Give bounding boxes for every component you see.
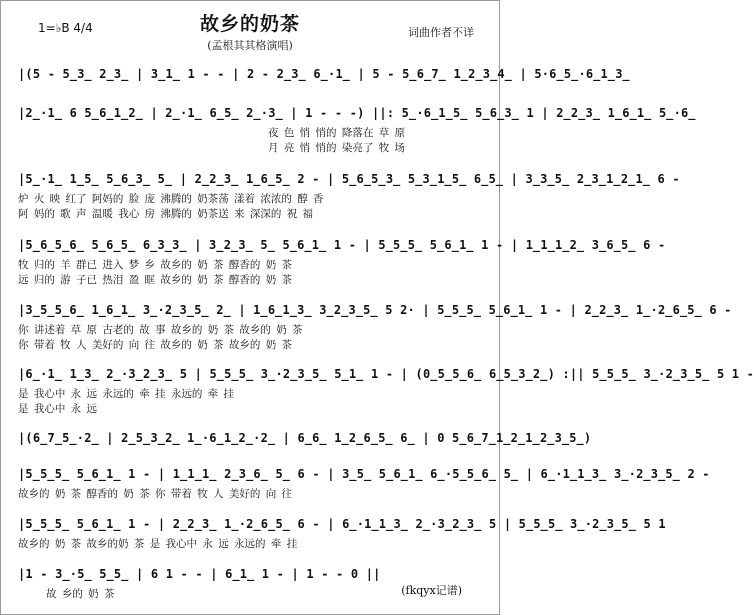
lyric-line: 故乡的 奶 茶 故乡的奶 茶 是 我心中 永 远 永远的 牵 挂 (18, 538, 298, 550)
notation-line: |5̲6̲5̲6̲ 5̲6̲5̲ 6̲3̲3̲ | 3̲2̲3̲ 5̲ 5̲6̲1̲ 1 - | 5̲5̲5̲ 5̲6̲1̲ 1 - | 1̲1̲1̲2̲ 3̲6̲5̲ 6 - (18, 238, 666, 252)
score-row-6 (18, 366, 754, 417)
key-signature: 1=♭B 4/4 (38, 21, 93, 35)
score-row-2 (18, 105, 696, 156)
notation-line: |5̲5̲5̲ 5̲6̲1̲ 1 - | 2̲2̲3̲ 1̲·2̲6̲5̲ 6 - | 6̲·1̲1̲3̲ 2̲·3̲2̲3̲ 5 | 5̲5̲5̲ 3̲·2̲3̲5̲ 5 1 (18, 517, 666, 531)
lyric-verse-1: 牧 归的 羊 群已 进入 梦 乡 故乡的 奶 茶 醇香的 奶 茶 (18, 259, 293, 271)
lyric-verse-2: 是 我心中 永 远 (18, 403, 98, 415)
score-row-5 (18, 302, 732, 353)
notation-line: |5̲·1̲ 1̲5̲ 5̲6̲3̲ 5̲ | 2̲2̲3̲ 1̲6̲5̲ 2 - | 5̲6̲5̲3̲ 5̲3̲1̲5̲ 6̲5̲ | 3̲3̲5̲ 2̲3̲1̲2̲1̲ 6 - (18, 172, 680, 186)
lyric-line: 故乡的 奶 茶 醇香的 奶 茶 你 带着 牧 人 美好的 向 往 (18, 488, 293, 500)
lyric-verse-2: 你 带着 牧 人 美好的 向 往 故乡的 奶 茶 故乡的 奶 茶 (18, 339, 293, 351)
lyric-verse-2: 月 亮 悄 悄的 染亮了 牧 场 (268, 142, 406, 154)
score-row-3 (18, 171, 680, 222)
transcriber-credit: (fkqyx记谱) (401, 584, 462, 597)
lyric-verse-1: 夜 色 悄 悄的 降落在 草 原 (268, 127, 406, 139)
lyric-verse-1: 你 讲述着 草 原 古老的 故 事 故乡的 奶 茶 故乡的 奶 茶 (18, 324, 303, 336)
notation-line: |(5 - 5̲3̲ 2̲3̲ | 3̲1̲ 1 - - | 2 - 2̲3̲ 6̲·1̲ | 5 - 5̲6̲7̲ 1̲2̲3̲4̲ | 5·6̲5̲·6̲1̲3̲ (18, 67, 630, 81)
notation-line: |5̲5̲5̲ 5̲6̲1̲ 1 - | 1̲1̲1̲ 2̲3̲6̲ 5̲ 6 - | 3̲5̲ 5̲6̲1̲ 6̲·5̲5̲6̲ 5̲ | 6̲·1̲1̲3̲ 3̲·2̲3̲5̲ 2 - (18, 467, 710, 481)
notation-line: |6̲·1̲ 1̲3̲ 2̲·3̲2̲3̲ 5 | 5̲5̲5̲ 3̲·2̲3̲5̲ 5̲1̲ 1 - | (0̲5̲5̲6̲ 6̲5̲3̲2̲) :|| 5̲5̲5̲ 3̲·2̲3̲5̲ 5 1 - (18, 367, 754, 381)
song-title: 故乡的奶茶 (199, 13, 300, 35)
notation-line: |(6̲7̲5̲·2̲ | 2̲5̲3̲2̲ 1̲·6̲1̲2̲·2̲ | 6̲6̲ 1̲2̲6̲5̲ 6̲ | 0 5̲6̲7̲1̲2̲1̲2̲3̲5̲) (18, 431, 592, 445)
score-row-1 (18, 66, 630, 82)
lyric-verse-2: 远 归的 游 子已 热泪 盈 眶 故乡的 奶 茶 醇香的 奶 茶 (18, 274, 293, 286)
lyric-verse-2: 阿 妈的 歌 声 温暖 我心 房 沸腾的 奶茶送 来 深深的 祝 福 (18, 208, 314, 220)
notation-line: |3̲5̲5̲6̲ 1̲6̲1̲ 3̲·2̲3̲5̲ 2̲ | 1̲6̲1̲3̲ 3̲2̲3̲5̲ 5 2· | 5̲5̲5̲ 5̲6̲1̲ 1 - | 2̲2̲3̲ 1̲·2̲6̲5̲ 6 - (18, 303, 732, 317)
author-credit: 词曲作者不详 (408, 26, 474, 39)
notation-line: |1 - 3̲·5̲ 5̲5̲ | 6 1 - - | 6̲1̲ 1 - | 1 - - 0 || (18, 567, 381, 581)
score-row-4 (18, 237, 666, 288)
score-row-7-interlude (18, 430, 592, 446)
lyric-verse-1: 是 我心中 永 远 永远的 牵 挂 永远的 牵 挂 (18, 388, 235, 400)
score-row-8 (18, 466, 710, 502)
performer-note: (孟根其其格演唱) (207, 39, 293, 52)
notation-line: |2̲·1̲ 6 5̲6̲1̲2̲ | 2̲·1̲ 6̲5̲ 2̲·3̲ | 1 - - -) ||: 5̲·6̲1̲5̲ 5̲6̲3̲ 1 | 2̲2̲3̲ 1̲6̲1̲ 5̲·6̲ (18, 106, 696, 120)
lyric-verse-1: 炉 火 映 红了 阿妈的 脸 庞 沸腾的 奶茶荡 漾着 浓浓的 醇 香 (18, 193, 324, 205)
score-row-9 (18, 516, 666, 552)
lyric-line: 故 乡的 奶 茶 (46, 588, 115, 600)
